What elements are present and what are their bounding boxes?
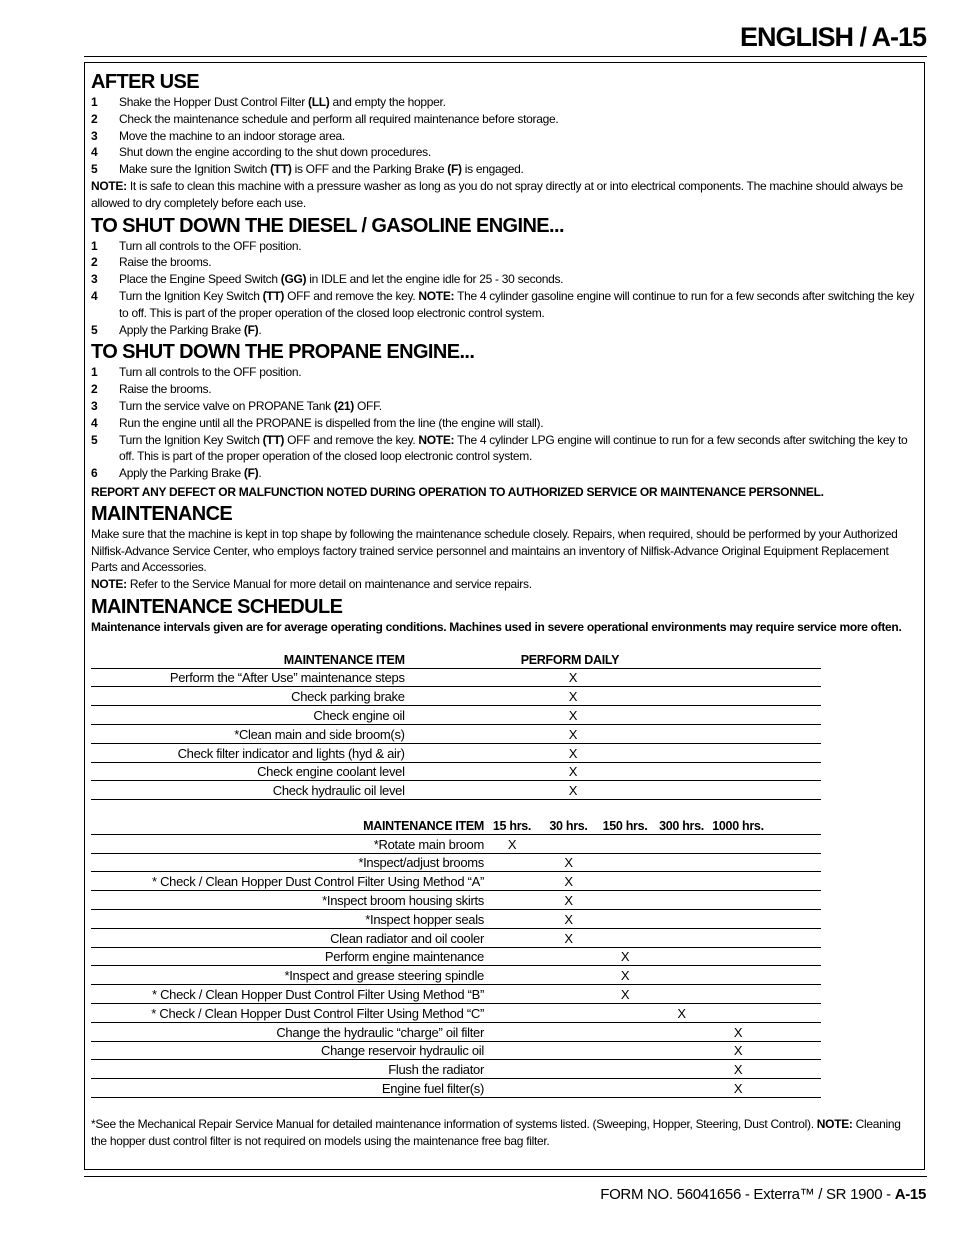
interval-maintenance-table <box>91 816 821 1098</box>
maintenance-item: *Inspect/adjust brooms <box>91 853 484 872</box>
step-text <box>119 271 917 288</box>
step-text-part: Raise the brooms. <box>119 255 212 270</box>
maintenance-item: *Rotate main broom <box>91 834 484 853</box>
mark-1000-hrs <box>710 966 766 985</box>
daily-mark: X <box>405 762 821 781</box>
mark-150-hrs: X <box>597 947 653 966</box>
column-header-150-hrs: 150 hrs. <box>597 816 653 834</box>
interval-table-row <box>91 1004 821 1023</box>
daily-table-header <box>91 650 821 668</box>
step-item <box>91 415 917 432</box>
step-text <box>119 111 917 128</box>
step-text-part: in IDLE and let the engine idle for 25 - 30 seconds. <box>306 272 564 287</box>
step-text-part: . <box>258 322 262 337</box>
step-number: 5 <box>91 322 98 337</box>
table-spacer <box>766 1041 821 1060</box>
step-text <box>119 398 917 415</box>
footnote-text: *See the Mechanical Repair Service Manual for detailed maintenance information of systems listed. (Sweeping, Hopper, Steering, Dust Control). <box>91 1117 817 1132</box>
interval-table-row <box>91 834 821 853</box>
table-spacer <box>766 1022 821 1041</box>
step-text <box>119 128 917 145</box>
mark-150-hrs <box>597 1022 653 1041</box>
maintenance-heading: MAINTENANCE <box>91 502 233 525</box>
page-content <box>91 70 917 1152</box>
mark-15-hrs <box>484 1004 540 1023</box>
mark-150-hrs <box>597 853 653 872</box>
maintenance-item: *Inspect hopper seals <box>91 910 484 929</box>
step-number: 1 <box>91 365 98 380</box>
maintenance-item: Engine fuel filter(s) <box>91 1079 484 1098</box>
daily-mark: X <box>405 706 821 725</box>
maintenance-item: *Inspect broom housing skirts <box>91 891 484 910</box>
maintenance-item: Check engine coolant level <box>91 762 405 781</box>
mark-300-hrs <box>653 910 710 929</box>
step-text <box>119 144 917 161</box>
mark-300-hrs <box>653 1022 710 1041</box>
maintenance-schedule-intro: Maintenance intervals given are for average operating conditions. Machines used in severe operational environments may require service more often. <box>91 619 902 634</box>
interval-table-row <box>91 1041 821 1060</box>
mark-15-hrs: X <box>484 834 540 853</box>
maintenance-item: *Clean main and side broom(s) <box>91 724 405 743</box>
mark-15-hrs <box>484 928 540 947</box>
step-item <box>91 381 917 398</box>
daily-table-row <box>91 706 821 725</box>
mark-30-hrs: X <box>540 853 597 872</box>
daily-mark: X <box>405 687 821 706</box>
interval-table-row <box>91 891 821 910</box>
step-text-part: Check the maintenance schedule and perform all required maintenance before storage. <box>119 111 559 126</box>
step-text <box>119 288 917 322</box>
mark-300-hrs <box>653 1079 710 1098</box>
daily-table-row <box>91 724 821 743</box>
mark-30-hrs <box>540 947 597 966</box>
mark-30-hrs <box>540 834 597 853</box>
form-text: FORM NO. 56041656 - Exterra™ / SR 1900 - <box>600 1186 895 1203</box>
column-header-daily: PERFORM DAILY <box>405 650 821 668</box>
step-text-part: The 4 cylinder LPG engine will continue to run for a few seconds after switching the key to off. This is part of the proper operation of the closed loop electronic control system. <box>119 432 908 464</box>
step-item <box>91 254 917 271</box>
mark-150-hrs <box>597 1060 653 1079</box>
mark-15-hrs <box>484 1022 540 1041</box>
column-header-item: MAINTENANCE ITEM <box>91 816 484 834</box>
propane-shutdown-section <box>91 340 917 482</box>
step-text-part: Raise the brooms. <box>119 382 212 397</box>
mark-300-hrs <box>653 966 710 985</box>
step-item <box>91 238 917 255</box>
step-item <box>91 465 917 482</box>
step-text-part: Turn all controls to the OFF position. <box>119 238 302 253</box>
propane-shutdown-steps <box>91 364 917 482</box>
mark-300-hrs <box>653 872 710 891</box>
step-text-part: and empty the hopper. <box>329 95 446 109</box>
interval-table-row <box>91 947 821 966</box>
step-emphasis: (TT) <box>262 432 285 447</box>
step-number: 5 <box>91 162 98 177</box>
note-text: Cleaning the hopper dust control filter is not required on models using the maintenance free bag filter. <box>91 1117 901 1148</box>
interval-table-row <box>91 1079 821 1098</box>
mark-300-hrs <box>653 891 710 910</box>
mark-15-hrs <box>484 1041 540 1060</box>
maintenance-item: * Check / Clean Hopper Dust Control Filter Using Method “C” <box>91 1004 484 1023</box>
mark-1000-hrs <box>710 872 766 891</box>
table-spacer <box>766 853 821 872</box>
note-label: NOTE: <box>91 178 127 193</box>
diesel-shutdown-heading: TO SHUT DOWN THE DIESEL / GASOLINE ENGINE... <box>91 214 564 237</box>
mark-150-hrs <box>597 834 653 853</box>
daily-table-row <box>91 781 821 800</box>
mark-300-hrs <box>653 1060 710 1079</box>
mark-30-hrs: X <box>540 891 597 910</box>
table-spacer <box>766 966 821 985</box>
step-emphasis: NOTE: <box>418 288 455 303</box>
step-text-part: is OFF and the Parking Brake <box>291 162 448 177</box>
step-emphasis: NOTE: <box>418 432 455 447</box>
step-number: 2 <box>91 111 98 126</box>
report-defect-warning: REPORT ANY DEFECT OR MALFUNCTION NOTED DURING OPERATION TO AUTHORIZED SERVICE OR MAINTENANCE PERSONNEL. <box>91 484 824 499</box>
maintenance-text: Make sure that the machine is kept in top shape by following the maintenance schedule closely. Repairs, when required, should be performed by your Authorized Nilfisk-Advance Service Center, who employs factory trained service personnel and maintains an inventory of Nilfisk-Advance Original Equipment Replacement Parts and Accessories. <box>91 526 898 575</box>
form-number <box>470 1186 926 1203</box>
table-spacer <box>766 910 821 929</box>
maintenance-note <box>91 576 917 593</box>
maintenance-item: Change reservoir hydraulic oil <box>91 1041 484 1060</box>
interval-table-row <box>91 928 821 947</box>
maintenance-item: * Check / Clean Hopper Dust Control Filter Using Method “A” <box>91 872 484 891</box>
after-use-steps <box>91 94 917 178</box>
daily-maintenance-table <box>91 650 821 800</box>
mark-300-hrs <box>653 928 710 947</box>
step-item <box>91 288 917 322</box>
table-spacer <box>766 834 821 853</box>
interval-table-row <box>91 966 821 985</box>
mark-150-hrs <box>597 1004 653 1023</box>
maintenance-item: * Check / Clean Hopper Dust Control Filter Using Method “B” <box>91 985 484 1004</box>
step-emphasis: (GG) <box>280 272 307 287</box>
mark-15-hrs <box>484 910 540 929</box>
table-spacer <box>766 928 821 947</box>
mark-1000-hrs <box>710 834 766 853</box>
step-item <box>91 364 917 381</box>
after-use-note <box>91 178 917 212</box>
daily-mark: X <box>405 743 821 762</box>
step-item <box>91 271 917 288</box>
mark-1000-hrs: X <box>710 1060 766 1079</box>
step-text-part: Make sure the Ignition Switch <box>119 162 271 177</box>
step-text-part: Turn all controls to the OFF position. <box>119 365 302 380</box>
step-text <box>119 364 917 381</box>
note-label: NOTE: <box>91 577 127 592</box>
step-emphasis: (TT) <box>270 162 292 177</box>
mark-30-hrs: X <box>540 872 597 891</box>
column-header-1000-hrs: 1000 hrs. <box>710 816 766 834</box>
mark-150-hrs <box>597 872 653 891</box>
interval-table-header <box>91 816 821 834</box>
interval-table-row <box>91 853 821 872</box>
step-item <box>91 161 917 178</box>
mark-1000-hrs <box>710 947 766 966</box>
step-text-part: Shake the Hopper Dust Control Filter <box>119 95 308 109</box>
page-number: A-15 <box>894 1186 926 1203</box>
after-use-heading: AFTER USE <box>91 71 199 93</box>
interval-table-row <box>91 985 821 1004</box>
schedule-footnote <box>91 1116 917 1150</box>
table-spacer <box>766 1060 821 1079</box>
mark-15-hrs <box>484 966 540 985</box>
step-number: 3 <box>91 128 98 143</box>
table-spacer <box>766 985 821 1004</box>
note-text: It is safe to clean this machine with a pressure washer as long as you do not spray directly at or into electrical components. The machine should always be allowed to dry completely before each use. <box>91 178 903 210</box>
column-header-30-hrs: 30 hrs. <box>540 816 597 834</box>
mark-1000-hrs <box>710 910 766 929</box>
step-text-part: Turn the service valve on PROPANE Tank <box>119 398 334 413</box>
mark-150-hrs <box>597 928 653 947</box>
table-spacer <box>766 947 821 966</box>
table-spacer <box>766 891 821 910</box>
interval-table-row <box>91 910 821 929</box>
mark-15-hrs <box>484 853 540 872</box>
mark-15-hrs <box>484 947 540 966</box>
step-item <box>91 94 917 111</box>
column-header-15-hrs: 15 hrs. <box>484 816 540 834</box>
step-text <box>119 415 917 432</box>
mark-15-hrs <box>484 985 540 1004</box>
maintenance-item: Check engine oil <box>91 706 405 725</box>
step-emphasis: (TT) <box>262 288 285 303</box>
maintenance-schedule-heading: MAINTENANCE SCHEDULE <box>91 595 343 618</box>
step-number: 6 <box>91 466 98 481</box>
step-text <box>119 254 917 271</box>
step-text <box>119 465 917 482</box>
daily-mark: X <box>405 668 821 687</box>
after-use-section <box>91 70 917 212</box>
daily-mark: X <box>405 724 821 743</box>
mark-150-hrs <box>597 1041 653 1060</box>
mark-1000-hrs: X <box>710 1022 766 1041</box>
interval-table-row <box>91 1060 821 1079</box>
step-text <box>119 161 917 178</box>
step-emphasis: (F) <box>447 162 462 177</box>
mark-30-hrs <box>540 966 597 985</box>
mark-30-hrs: X <box>540 928 597 947</box>
mark-300-hrs <box>653 985 710 1004</box>
step-text-part: . <box>258 466 262 481</box>
maintenance-item: Check parking brake <box>91 687 405 706</box>
header-rule <box>84 56 927 57</box>
step-emphasis: (21) <box>333 398 354 413</box>
column-header-300-hrs: 300 hrs. <box>653 816 710 834</box>
step-text-part: Move the machine to an indoor storage area. <box>119 128 345 143</box>
mark-300-hrs <box>653 834 710 853</box>
mark-30-hrs <box>540 1041 597 1060</box>
step-number: 3 <box>91 272 98 287</box>
step-emphasis: (F) <box>243 322 259 337</box>
maintenance-item: Clean radiator and oil cooler <box>91 928 484 947</box>
mark-15-hrs <box>484 1079 540 1098</box>
column-header-item: MAINTENANCE ITEM <box>91 650 405 668</box>
table-spacer <box>766 816 821 834</box>
step-item <box>91 432 917 466</box>
mark-1000-hrs <box>710 891 766 910</box>
diesel-shutdown-section <box>91 214 917 339</box>
step-item <box>91 398 917 415</box>
mark-1000-hrs: X <box>710 1041 766 1060</box>
mark-150-hrs <box>597 910 653 929</box>
maintenance-item: Check hydraulic oil level <box>91 781 405 800</box>
mark-1000-hrs <box>710 985 766 1004</box>
maintenance-item: Change the hydraulic “charge” oil filter <box>91 1022 484 1041</box>
mark-30-hrs <box>540 985 597 1004</box>
maintenance-item: Flush the radiator <box>91 1060 484 1079</box>
interval-table-row <box>91 872 821 891</box>
mark-300-hrs <box>653 853 710 872</box>
step-emphasis: (LL) <box>308 95 330 109</box>
mark-300-hrs <box>653 947 710 966</box>
daily-table-row <box>91 762 821 781</box>
daily-table-row <box>91 743 821 762</box>
step-text-part: Apply the Parking Brake <box>119 322 244 337</box>
mark-1000-hrs: X <box>710 1079 766 1098</box>
step-number: 4 <box>91 288 98 303</box>
step-text <box>119 322 917 339</box>
maintenance-item: Check filter indicator and lights (hyd & air) <box>91 743 405 762</box>
step-number: 4 <box>91 415 98 430</box>
step-text-part: The 4 cylinder gasoline engine will continue to run for a few seconds after switching the key to off. This is part of the proper operation of the closed loop electronic control system. <box>119 288 915 320</box>
mark-300-hrs: X <box>653 1004 710 1023</box>
maintenance-section <box>91 502 917 593</box>
mark-30-hrs <box>540 1022 597 1041</box>
mark-30-hrs <box>540 1079 597 1098</box>
step-number: 4 <box>91 145 98 160</box>
step-text <box>119 381 917 398</box>
step-number: 2 <box>91 255 98 270</box>
table-spacer <box>766 1004 821 1023</box>
step-number: 1 <box>91 95 98 109</box>
step-text-part: OFF and remove the key. <box>284 288 419 303</box>
daily-table-row <box>91 668 821 687</box>
step-item <box>91 144 917 161</box>
step-text <box>119 432 917 466</box>
step-text-part: OFF. <box>353 398 382 413</box>
maintenance-item: Perform the “After Use” maintenance steps <box>91 668 405 687</box>
mark-150-hrs: X <box>597 985 653 1004</box>
mark-30-hrs: X <box>540 910 597 929</box>
mark-1000-hrs <box>710 853 766 872</box>
step-item <box>91 322 917 339</box>
mark-15-hrs <box>484 891 540 910</box>
step-number: 3 <box>91 398 98 413</box>
note-label: NOTE: <box>816 1117 853 1132</box>
diesel-shutdown-steps <box>91 238 917 339</box>
step-text <box>119 94 917 111</box>
step-text <box>119 238 917 255</box>
step-text-part: Place the Engine Speed Switch <box>119 272 281 287</box>
mark-1000-hrs <box>710 1004 766 1023</box>
step-emphasis: (F) <box>243 466 259 481</box>
propane-shutdown-heading: TO SHUT DOWN THE PROPANE ENGINE... <box>91 341 475 364</box>
step-item <box>91 111 917 128</box>
maintenance-schedule-section <box>91 595 917 1150</box>
mark-15-hrs <box>484 872 540 891</box>
table-spacer <box>766 1079 821 1098</box>
step-text-part: Run the engine until all the PROPANE is dispelled from the line (the engine will stall). <box>119 415 544 430</box>
daily-mark: X <box>405 781 821 800</box>
mark-30-hrs <box>540 1004 597 1023</box>
mark-1000-hrs <box>710 928 766 947</box>
mark-150-hrs <box>597 891 653 910</box>
maintenance-item: *Inspect and grease steering spindle <box>91 966 484 985</box>
interval-table-row <box>91 1022 821 1041</box>
step-text-part: Apply the Parking Brake <box>119 466 244 481</box>
step-number: 5 <box>91 432 98 447</box>
mark-150-hrs: X <box>597 966 653 985</box>
step-text-part: is engaged. <box>461 162 524 177</box>
daily-table-row <box>91 687 821 706</box>
maintenance-item: Perform engine maintenance <box>91 947 484 966</box>
note-text: Refer to the Service Manual for more detail on maintenance and service repairs. <box>126 577 532 592</box>
step-number: 1 <box>91 238 98 253</box>
step-text-part: Turn the Ignition Key Switch <box>119 432 263 447</box>
step-item <box>91 128 917 145</box>
mark-30-hrs <box>540 1060 597 1079</box>
mark-15-hrs <box>484 1060 540 1079</box>
table-spacer <box>766 872 821 891</box>
step-text-part: OFF and remove the key. <box>284 432 419 447</box>
step-text-part: Turn the Ignition Key Switch <box>119 288 263 303</box>
mark-150-hrs <box>597 1079 653 1098</box>
page-title: ENGLISH / A-15 <box>739 22 926 52</box>
step-number: 2 <box>91 382 98 397</box>
mark-300-hrs <box>653 1041 710 1060</box>
footer-rule <box>84 1176 927 1177</box>
step-text-part: Shut down the engine according to the shut down procedures. <box>119 145 431 160</box>
